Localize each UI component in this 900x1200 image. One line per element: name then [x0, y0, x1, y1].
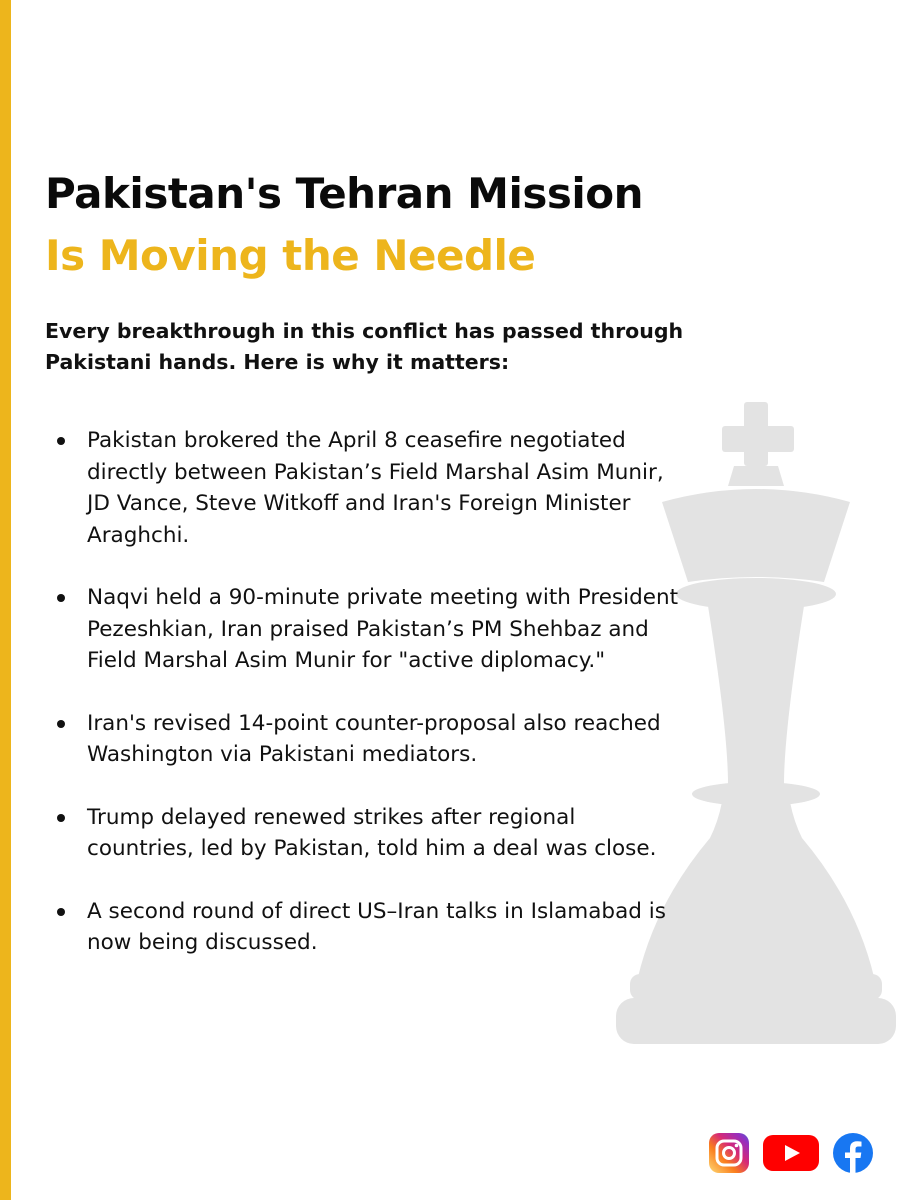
social-links [708, 1132, 874, 1174]
bullet-dot-icon [57, 437, 65, 445]
bullet-text: Pakistan brokered the April 8 ceasefire negotiated directly between Pakistan’s Field Marshal Asim Munir, JD Vance, Steve Witkoff and Iran's Foreign Minister Araghchi. [87, 428, 664, 548]
bullet-text: Iran's revised 14-point counter-proposal also reached Washington via Pakistani mediators. [87, 710, 661, 767]
bullet-dot-icon [57, 908, 65, 916]
bullet-item [45, 896, 685, 959]
title-line-2: Is Moving the Needle [45, 231, 536, 280]
bullet-text: A second round of direct US–Iran talks in Islamabad is now being discussed. [87, 898, 666, 955]
intro-text: Every breakthrough in this conflict has passed through Pakistani hands. Here is why it matters: [45, 319, 684, 374]
accent-bar [0, 0, 11, 1200]
page-title [45, 163, 643, 287]
bullet-item [45, 802, 685, 865]
bullet-text: Naqvi held a 90-minute private meeting with President Pezeshkian, Iran praised Pakistan’s PM Shehbaz and Field Marshal Asim Munir for "active diplomacy." [87, 585, 679, 673]
title-line-1: Pakistan's Tehran Mission [45, 169, 643, 218]
bullet-text: Trump delayed renewed strikes after regional countries, led by Pakistan, told him a deal was close. [87, 804, 657, 861]
bullet-dot-icon [57, 594, 65, 602]
bullet-item [45, 425, 685, 551]
facebook-icon[interactable] [832, 1132, 874, 1174]
bullet-item [45, 582, 685, 677]
bullet-dot-icon [57, 720, 65, 728]
bullet-dot-icon [57, 814, 65, 822]
youtube-icon[interactable] [762, 1132, 820, 1174]
bullet-item [45, 708, 685, 771]
instagram-icon[interactable] [708, 1132, 750, 1174]
bullet-list [45, 425, 685, 990]
